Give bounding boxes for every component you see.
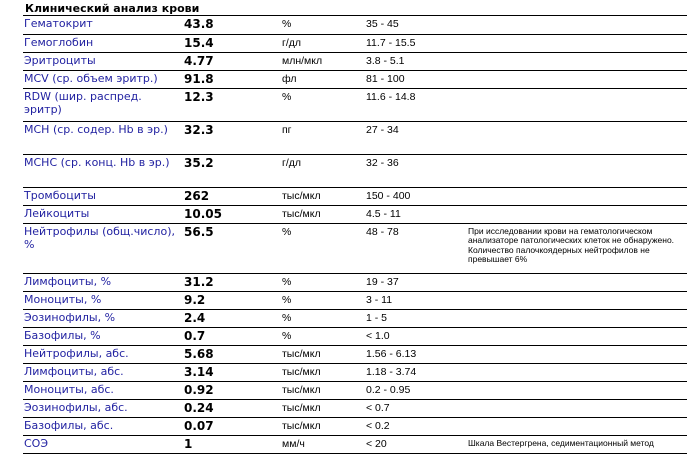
test-name: Эозинофилы, % (23, 309, 181, 327)
test-name: RDW (шир. распред. эритр) (23, 88, 181, 121)
test-unit: тыс/мкл (279, 363, 363, 381)
report-title: Клинический анализ крови (23, 1, 687, 16)
reference-range: < 0.7 (363, 399, 468, 417)
test-value: 31.2 (181, 273, 279, 291)
table-row (23, 121, 687, 154)
test-note (468, 52, 687, 70)
test-name: СОЭ (23, 435, 181, 453)
test-name: Базофилы, абс. (23, 417, 181, 435)
reference-range: < 20 (363, 435, 468, 453)
test-unit: % (279, 309, 363, 327)
test-unit: % (279, 273, 363, 291)
test-value: 0.07 (181, 417, 279, 435)
test-name: MCH (ср. содер. Hb в эр.) (23, 121, 181, 154)
test-note (468, 291, 687, 309)
test-note (468, 417, 687, 435)
table-row (23, 70, 687, 88)
test-value: 35.2 (181, 154, 279, 187)
table-row (23, 363, 687, 381)
reference-range: 35 - 45 (363, 16, 468, 34)
test-name: Базофилы, % (23, 327, 181, 345)
reference-range: 19 - 37 (363, 273, 468, 291)
test-name: Нейтрофилы (общ.число), % (23, 223, 181, 273)
test-unit: млн/мкл (279, 52, 363, 70)
test-unit: пг (279, 121, 363, 154)
test-unit: тыс/мкл (279, 345, 363, 363)
test-note (468, 187, 687, 205)
test-name: Моноциты, абс. (23, 381, 181, 399)
test-value: 1 (181, 435, 279, 453)
test-note (468, 363, 687, 381)
table-row (23, 435, 687, 453)
reference-range: 32 - 36 (363, 154, 468, 187)
test-note (468, 381, 687, 399)
test-value: 12.3 (181, 88, 279, 121)
test-unit: мм/ч (279, 435, 363, 453)
test-value: 56.5 (181, 223, 279, 273)
reference-range: 1.56 - 6.13 (363, 345, 468, 363)
table-row (23, 52, 687, 70)
test-name: Гемоглобин (23, 34, 181, 52)
test-unit: фл (279, 70, 363, 88)
table-row (23, 187, 687, 205)
test-note (468, 154, 687, 187)
table-row (23, 345, 687, 363)
test-name: Эозинофилы, абс. (23, 399, 181, 417)
reference-range: < 0.2 (363, 417, 468, 435)
test-value: 5.68 (181, 345, 279, 363)
reference-range: 3.8 - 5.1 (363, 52, 468, 70)
test-note (468, 70, 687, 88)
test-value: 2.4 (181, 309, 279, 327)
test-unit: г/дл (279, 154, 363, 187)
reference-range: 81 - 100 (363, 70, 468, 88)
test-unit: тыс/мкл (279, 187, 363, 205)
test-unit: % (279, 327, 363, 345)
test-unit: % (279, 16, 363, 34)
test-value: 10.05 (181, 205, 279, 223)
test-unit: г/дл (279, 34, 363, 52)
reference-range: 150 - 400 (363, 187, 468, 205)
reference-range: 27 - 34 (363, 121, 468, 154)
reference-range: 11.7 - 15.5 (363, 34, 468, 52)
test-name: Тромбоциты (23, 187, 181, 205)
test-value: 91.8 (181, 70, 279, 88)
test-unit: % (279, 223, 363, 273)
test-note (468, 16, 687, 34)
reference-range: 48 - 78 (363, 223, 468, 273)
reference-range: 11.6 - 14.8 (363, 88, 468, 121)
reference-range: < 1.0 (363, 327, 468, 345)
table-row (23, 417, 687, 435)
test-value: 0.24 (181, 399, 279, 417)
test-unit: тыс/мкл (279, 381, 363, 399)
test-name: MCHC (ср. конц. Hb в эр.) (23, 154, 181, 187)
test-note (468, 345, 687, 363)
table-row (23, 88, 687, 121)
reference-range: 0.2 - 0.95 (363, 381, 468, 399)
table-row (23, 273, 687, 291)
table-row (23, 399, 687, 417)
reference-range: 3 - 11 (363, 291, 468, 309)
test-note: Шкала Вестергрена, седиментационный метод (468, 435, 687, 453)
test-note (468, 273, 687, 291)
results-table (23, 16, 687, 454)
test-note (468, 399, 687, 417)
reference-range: 1.18 - 3.74 (363, 363, 468, 381)
test-value: 0.7 (181, 327, 279, 345)
reference-range: 1 - 5 (363, 309, 468, 327)
test-value: 0.92 (181, 381, 279, 399)
test-value: 15.4 (181, 34, 279, 52)
test-value: 262 (181, 187, 279, 205)
test-note (468, 34, 687, 52)
table-row (23, 291, 687, 309)
test-unit: тыс/мкл (279, 417, 363, 435)
table-row (23, 154, 687, 187)
table-row (23, 327, 687, 345)
test-unit: тыс/мкл (279, 205, 363, 223)
table-row (23, 34, 687, 52)
test-note: При исследовании крови на гематологическом анализаторе патологических клеток не обнаружено. Количество палочкоядерных нейтрофилов не превышает 6% (468, 223, 687, 273)
table-row (23, 205, 687, 223)
table-row (23, 223, 687, 273)
test-name: Лимфоциты, % (23, 273, 181, 291)
test-note (468, 327, 687, 345)
test-name: Нейтрофилы, абс. (23, 345, 181, 363)
test-note (468, 309, 687, 327)
test-value: 32.3 (181, 121, 279, 154)
test-note (468, 205, 687, 223)
test-value: 9.2 (181, 291, 279, 309)
test-unit: % (279, 291, 363, 309)
blood-test-report (23, 1, 687, 454)
table-row (23, 381, 687, 399)
test-name: Моноциты, % (23, 291, 181, 309)
reference-range: 4.5 - 11 (363, 205, 468, 223)
test-note (468, 88, 687, 121)
test-name: Лейкоциты (23, 205, 181, 223)
test-value: 3.14 (181, 363, 279, 381)
test-name: Гематокрит (23, 16, 181, 34)
test-unit: % (279, 88, 363, 121)
test-value: 4.77 (181, 52, 279, 70)
test-name: Лимфоциты, абс. (23, 363, 181, 381)
test-name: Эритроциты (23, 52, 181, 70)
test-unit: тыс/мкл (279, 399, 363, 417)
test-note (468, 121, 687, 154)
test-value: 43.8 (181, 16, 279, 34)
test-name: MCV (ср. объем эритр.) (23, 70, 181, 88)
table-row (23, 309, 687, 327)
table-row (23, 16, 687, 34)
